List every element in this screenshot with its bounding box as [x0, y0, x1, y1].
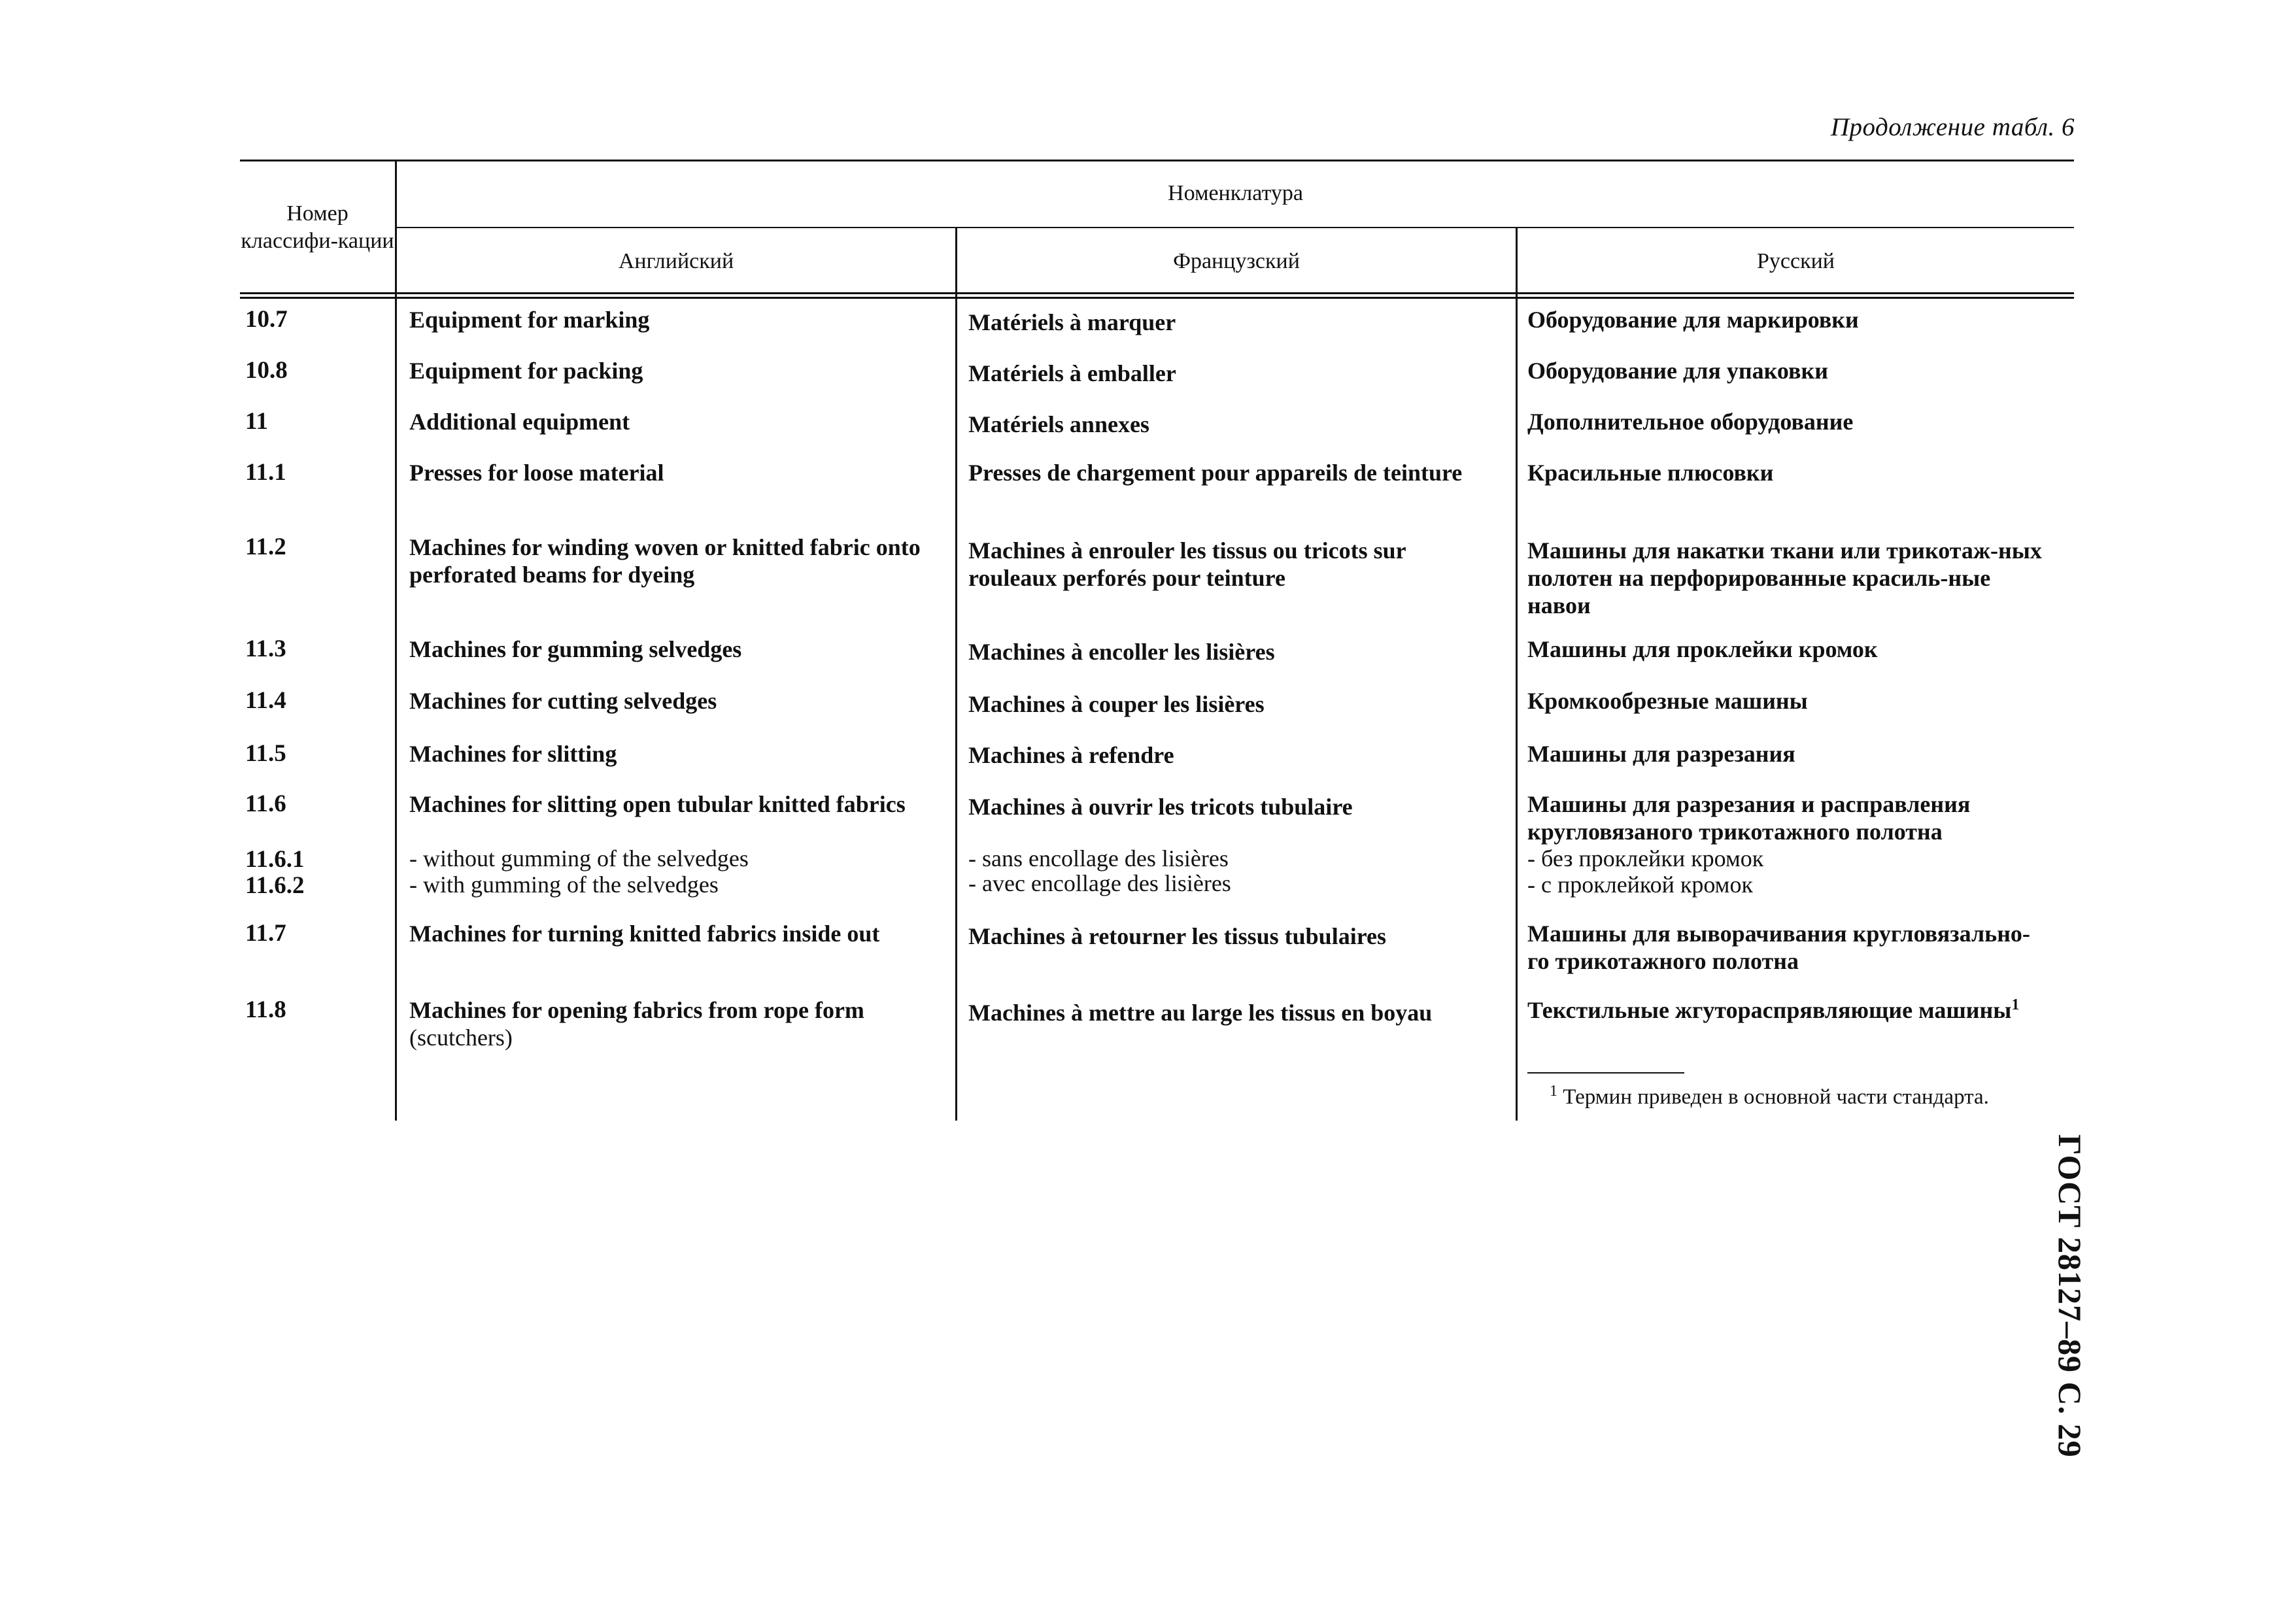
row-french: Machines à encoller les lisières: [968, 639, 1275, 665]
row-french: - avec encollage des lisières: [968, 870, 1231, 896]
column-divider-3: [1516, 228, 1518, 1121]
row-french: - sans encollage des lisières: [968, 845, 1229, 871]
row-russian: Красильные плюсовки: [1527, 460, 1774, 486]
row-russian: Кромкообрезные машины: [1527, 688, 1808, 714]
header-english: Английский: [618, 249, 734, 273]
row-number: 11.3: [245, 635, 286, 662]
row-number: 11.5: [245, 740, 286, 767]
row-number: 11.8: [245, 996, 286, 1023]
row-english: Machines for slitting: [409, 741, 617, 767]
row-french: Matériels annexes: [968, 411, 1149, 437]
row-russian: Машины для накатки ткани или трикотаж-ных полотен на перфорированные красиль-ные навои: [1527, 537, 2042, 618]
row-number: 11.6.1: [245, 846, 305, 873]
row-russian: - с проклейкой кромок: [1527, 871, 1753, 898]
row-english: Equipment for marking: [409, 307, 650, 333]
row-number: 11: [245, 408, 268, 435]
row-english: Machines for gumming selvedges: [409, 636, 742, 662]
row-number: 11.7: [245, 920, 286, 947]
header-split-rule: [396, 227, 2074, 228]
row-english: Machines for turning knitted fabrics inside out: [409, 921, 880, 947]
row-number: 10.7: [245, 306, 288, 333]
header-french: Французский: [1173, 249, 1300, 273]
row-number: 11.6: [245, 790, 286, 817]
row-russian: Оборудование для упаковки: [1527, 358, 1828, 384]
footnote-text: Термин приведен в основной части стандарта.: [1563, 1085, 1989, 1109]
row-french: Presses de chargement pour appareils de teinture: [968, 460, 1463, 486]
row-english: Additional equipment: [409, 409, 630, 435]
table-top-rule: [240, 160, 2074, 161]
row-russian: Машины для разрезания: [1527, 741, 1795, 767]
row-french: Machines à mettre au large les tissus en boyau: [968, 1000, 1433, 1026]
row-russian: Дополнительное оборудование: [1527, 409, 1854, 435]
row-russian: - без проклейки кромок: [1527, 845, 1764, 871]
classification-table: [240, 160, 2074, 1121]
row-english: Machines for opening fabrics from rope form: [409, 997, 864, 1023]
footnote-mark: 1: [1550, 1083, 1557, 1100]
row-french: Machines à enrouler les tissus ou tricots sur rouleaux perforés pour teinture: [968, 537, 1406, 591]
row-russian: Машины для выворачивания кругловязально-го трикотажного полотна: [1527, 921, 2030, 974]
row-number: 11.4: [245, 687, 286, 714]
row-french: Matériels à emballer: [968, 360, 1176, 386]
row-french: Machines à retourner les tissus tubulaires: [968, 923, 1387, 949]
row-english: - with gumming of the selvedges: [409, 871, 719, 898]
row-russian: Машины для разрезания и расправления кругловязаного трикотажного полотна: [1527, 791, 1971, 845]
row-english: Machines for cutting selvedges: [409, 688, 717, 714]
row-english: Equipment for packing: [409, 358, 643, 384]
column-divider-1: [395, 160, 397, 1121]
row-number: 11.2: [245, 533, 286, 560]
footnote-ref: 1: [2011, 996, 2020, 1013]
row-french: Matériels à marquer: [968, 309, 1176, 335]
row-french: Machines à ouvrir les tricots tubulaire: [968, 794, 1353, 820]
row-number: 11.6.2: [245, 872, 305, 899]
header-number: Номер классифи-кации: [241, 201, 394, 253]
row-russian: Машины для проклейки кромок: [1527, 636, 1878, 662]
row-english: Presses for loose material: [409, 460, 664, 486]
footnote: [1550, 1084, 2073, 1110]
row-english: - without gumming of the selvedges: [409, 845, 749, 871]
row-french: Machines à refendre: [968, 742, 1174, 768]
continuation-label: Продолжение табл. 6: [1830, 113, 2075, 141]
row-english-note: (scutchers): [409, 1024, 513, 1051]
row-russian-text: Текстильные жгутораспрявляющие машины: [1527, 997, 2012, 1023]
header-bottom-rule-2: [240, 297, 2074, 299]
row-russian: [1527, 996, 2070, 1024]
row-french: Machines à couper les lisières: [968, 691, 1265, 717]
header-russian: Русский: [1757, 249, 1835, 273]
row-number: 11.1: [245, 459, 286, 486]
row-english: Machines for winding woven or knitted fabric onto perforated beams for dyeing: [409, 534, 921, 588]
row-number: 10.8: [245, 357, 288, 384]
header-nomenclature: Номенклатура: [1168, 181, 1303, 205]
column-divider-2: [955, 228, 957, 1121]
page-side-title: ГОСТ 28127–89 С. 29: [2052, 1134, 2088, 1458]
row-english: Machines for slitting open tubular knitted fabrics: [409, 791, 906, 817]
footnote-separator: [1527, 1072, 1684, 1074]
header-bottom-rule: [240, 292, 2074, 294]
row-russian: Оборудование для маркировки: [1527, 307, 1859, 333]
